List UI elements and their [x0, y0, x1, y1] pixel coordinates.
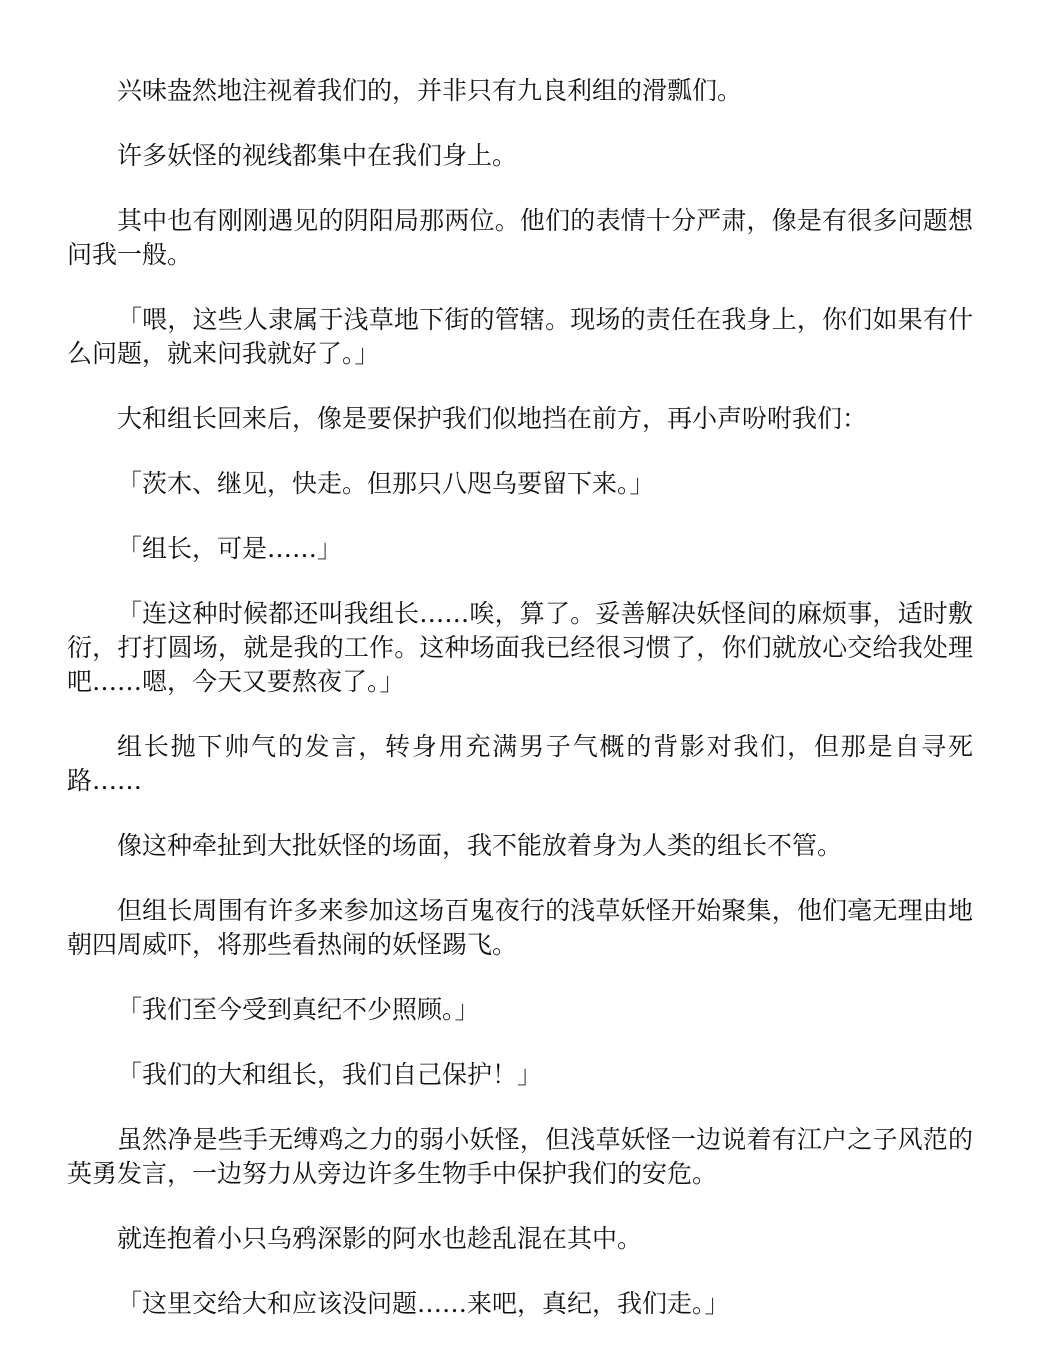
paragraph: 「这里交给大和应该没问题……来吧，真纪，我们走。」 [117, 1289, 730, 1318]
paragraph: 但组长周围有许多来参加这场百鬼夜行的浅草妖怪开始聚集，他们毫无理由地朝四周威吓，将那些看热闹的妖怪踢飞。 [67, 896, 973, 959]
paragraph: 「组长，可是……」 [117, 534, 343, 563]
document-page [67, 74, 973, 1352]
paragraph: 「茨木、继见，快走。但那只八咫乌要留下来。」 [117, 469, 655, 498]
paragraph: 大和组长回来后，像是要保护我们似地挡在前方，再小声吩咐我们： [117, 404, 868, 433]
paragraph: 虽然净是些手无缚鸡之力的弱小妖怪，但浅草妖怪一边说着有江户之子风范的英勇发言，一边努力从旁边许多生物手中保护我们的安危。 [67, 1125, 973, 1188]
paragraph: 像这种牵扯到大批妖怪的场面，我不能放着身为人类的组长不管。 [117, 831, 843, 860]
paragraph: 其中也有刚刚遇见的阴阳局那两位。他们的表情十分严肃，像是有很多问题想问我一般。 [67, 206, 973, 269]
paragraph: 就连抱着小只乌鸦深影的阿水也趁乱混在其中。 [117, 1224, 643, 1253]
paragraph: 「我们至今受到真纪不少照顾。」 [117, 995, 480, 1024]
paragraph: 组长抛下帅气的发言，转身用充满男子气概的背影对我们，但那是自寻死路…… [67, 732, 973, 795]
paragraph: 「喂，这些人隶属于浅草地下街的管辖。现场的责任在我身上，你们如果有什么问题，就来问我就好了。」 [67, 305, 973, 368]
paragraph: 「我们的大和组长，我们自己保护！」 [117, 1060, 543, 1089]
paragraph: 兴味盎然地注视着我们的，并非只有九良利组的滑瓢们。 [117, 76, 743, 105]
paragraph: 许多妖怪的视线都集中在我们身上。 [117, 141, 518, 170]
paragraph: 「连这种时候都还叫我组长……唉，算了。妥善解决妖怪间的麻烦事，适时敷衍，打打圆场，就是我的工作。这种场面我已经很习惯了，你们就放心交给我处理吧……嗯，今天又要熬夜了。」 [67, 599, 973, 696]
